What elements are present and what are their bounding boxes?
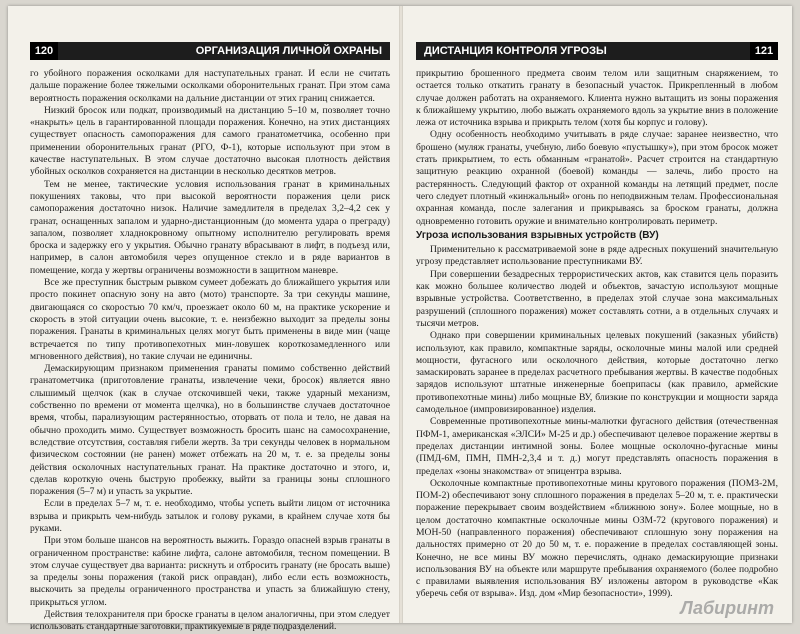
left-running-header xyxy=(30,42,390,60)
left-page-number: 120 xyxy=(30,42,58,60)
left-page-text xyxy=(30,68,390,634)
right-page xyxy=(402,6,792,623)
right-page-number: 121 xyxy=(750,42,778,60)
right-running-header xyxy=(416,42,778,60)
section-heading: Угроза использования взрывных устройств (ВУ) xyxy=(416,229,659,241)
paragraph: Осколочные компактные противопехотные мины кругового поражения (ПОМЗ-2М, ПОМ-2) обеспечивают зону сплошного поражения в пределах 5–20 м, т. е. практически поражение перекрывает своим воздействием «ближнюю зону». Более мощные, но в целом достаточно компактные осколочные мины ОЗМ-72 (кругового поражения) и МОН-50 (направленного поражения) обеспечивают сплошную зону поражения на дальностях примерно от 20 до 50 м, т. е. поражение в пределах составляющей зоны. Конечно, не все мины ВУ можно перечислять, однако демаскирующие признаки использования ВУ на объекте или маршруте пребывания охраняемого (более подробно с правилами выявления использования ВУ изложены автором в руководстве «Как уберечь себя от взрыва». Изд. дом «Мир безопасности», 1999). xyxy=(416,477,778,600)
paragraph: Если в пределах 5–7 м, т. е. необходимо, чтобы успеть выйти лицом от источника взрыва и прикрыть чем-нибудь затылок и голову руками, в крайнем случае хотя бы руками. xyxy=(30,498,390,534)
paragraph: Современные противопехотные мины-малютки фугасного действия (отечественная ПФМ-1, американская «ЭЛСИ» М-25 и др.) обеспечивают целевое поражение жертвы в пределах дистанции интимной зоны. Более мощные осколочно-фугасные мины (ПМД-6М, ПМН, ПМН-2,3,4 и т. д.) могут представлять опасность поражения в пределах «зоны знакомства» от эпицентра взрыва. xyxy=(416,416,778,477)
paragraph: го убойного поражения осколками для наступательных гранат. И если не считать дальше поражение более тяжелыми осколками оборонительных гранат. При этом сама вероятность поражения осколками на дальние дистанции от этих границ снижается. xyxy=(30,68,390,104)
book-spread xyxy=(8,6,792,633)
paragraph: прикрытию брошенного предмета своим телом или защитным снаряжением, то остается только откатить гранату в безопасный участок. Прикрепленный в любом случае должен работать на охраняемого. Клиента нужно вытащить из зоны поражения к ближайшему укрытию, любо выжать охраняемого вдоль за укрытие вниз в положение лежа от источника взрыва и прикрыть телом (хотя бы корпус и голову). xyxy=(416,68,778,129)
right-header-title: ДИСТАНЦИЯ КОНТРОЛЯ УГРОЗЫ xyxy=(424,45,607,57)
paragraph: При этом больше шансов на вероятность выжить. Гораздо опасней взрыв гранаты в ограниченном пространстве: кабине лифта, салоне автомобиля, тесном помещении. В этом случае существует два варианта: рискнуть и отбросить гранату (не бросать выше) за пределы зоны поражения (такой риск оправдан), либо если есть возможность, выскочить за пределы ограниченного пространства и упасть за ближайшую стену, прикрыться углом. xyxy=(30,535,390,608)
paragraph: Действия телохранителя при броске гранаты в целом аналогичны, при этом следует использовать стандартные заготовки, практикуемые в ряде подразделений. xyxy=(30,609,390,633)
paragraph: Демаскирующим признаком применения гранаты помимо собственно действий гранатометчика (приготовление гранаты, извлечение чеки, бросок) является явно слышимый щелчок (как в случае отскочившей чеки, также ударный механизм, собственно по времени от момента щелчка), но в большинстве случаев достаточное время, чтобы, парализующим растерянностью, оторвать от пола и тело, не давая на обычно проходить мимо. Существует возможность бросить шанс на самосохранение, вследствие отсутствия, составляя гибели жертв. За три секунды человек в нормальном физическом состоянии (не ранен) может отбежать на 20 м, т. е. за пределы зоны действия осколочных наступательных гранат. На практике достаточно и этого, и, сделав короткую очень быструю пробежку, выйти за границы зоны сплошного поражения (5–7 м) и упасть за укрытие. xyxy=(30,363,390,498)
paragraph: Все же преступник быстрым рывком сумеет добежать до ближайшего укрытия или просто покинет опасную зону на авто (мото) транспорте. За три секунды машине, двигающаяся со скоростью 70 км/ч, проезжает около 60 м, на практике ускорение и скорость в этой ситуации очень высокие, т. е. неизбежно выходит за пределы зоны поражения. Гранаты в криминальных целях могут быть применены в виде мин (чаще встречается по типу противопехотных мин-ловушек короткозамедленного или мгновенного действия), но такие случаи не единичны. xyxy=(30,277,390,362)
paragraph: Однако при совершении криминальных целевых покушений (заказных убийств) используют, как правило, компактные заряды, осколочные мины малой или средней мощности, фугасного или осколочного действия, которые достаточно легко замаскировать заранее в пределах расчетного пребывания жертвы. В качестве подобных зарядов используют штатные инженерные боеприпасы (как правило, армейские противопехотные мины) либо мощные ВУ, близкие по конструкции и мощности заряда самодельное (импровизированное) изделия. xyxy=(416,330,778,416)
paragraph: Применительно к рассматриваемой зоне в ряде адресных покушений значительную угрозу представляет использование преступниками ВУ. xyxy=(416,244,778,268)
left-page xyxy=(8,6,400,633)
paragraph: Низкий бросок или подкат, производимый на дистанцию 5–10 м, позволяет точно «накрыть» цель в гарантированной площади поражения. Конечно, на этих дистанциях существует опасность самопоражения для самого гранатометчика, особенно при применении оборонительных гранат (РГО, Ф-1), которые используют при этом в качестве наступательных. В этом случае достаточно высокая плотность действия убойных осколков сохраняется на дистанции в несколько десятков метров. xyxy=(30,104,390,178)
paragraph: Одну особенность необходимо учитывать в ряде случае: заранее неизвестно, что брошено (муляж гранаты, учебную, либо боевую «пустышку»), при этом бросок может стать прикрытием, то есть обманным «гранатой». Расчет строится на стандартную защитную реакцию охранной (боевой) команды — залечь, либо просто на растерянность. Следующий фактор от охранной команды на летящий предмет, после чего следует плотный «кинжальный» огонь по неподвижным телам. Профессиональная охранная команда, после залегания и прикрываясь за броском гранаты, должна одновременно готовить оружие и внимательно контролировать периметр. xyxy=(416,129,778,227)
paragraph: При совершении безадресных террористических актов, как ставится цель поразить как можно большее количество людей и объектов, зачастую используют мощные взрывные устройства. Соответственно, в пределах этой случае зона максимальных разрушений (сплошного поражения) может составлять сотни, а в отдельных случаях и тысячи метров. xyxy=(416,268,778,329)
left-header-title: ОРГАНИЗАЦИЯ ЛИЧНОЙ ОХРАНЫ xyxy=(195,45,382,57)
paragraph: Тем не менее, тактические условия использования гранат в криминальных покушениях таковы, что при высокой вероятности поражения цели риск самопоражения достаточно низок. Наличие замедлителя в пределах 3,2–4,2 сек у гранат, оснащенных запалом и ударно-дистанционным (до момента удара о преграду) запалом, позволяет хладнокровному опытному исполнителю регулировать время броска и задержку его у укрытия. Обычно гранату вбрасывают в лифт, в подъезд или, например, в салон автомобиля через опущенное стекло и в ряде вариантов в помещение, когда у жертвы ограничены возможности в защитном маневре. xyxy=(30,178,390,276)
right-page-text xyxy=(416,68,778,601)
watermark-logo: Лабиринт xyxy=(680,598,774,618)
